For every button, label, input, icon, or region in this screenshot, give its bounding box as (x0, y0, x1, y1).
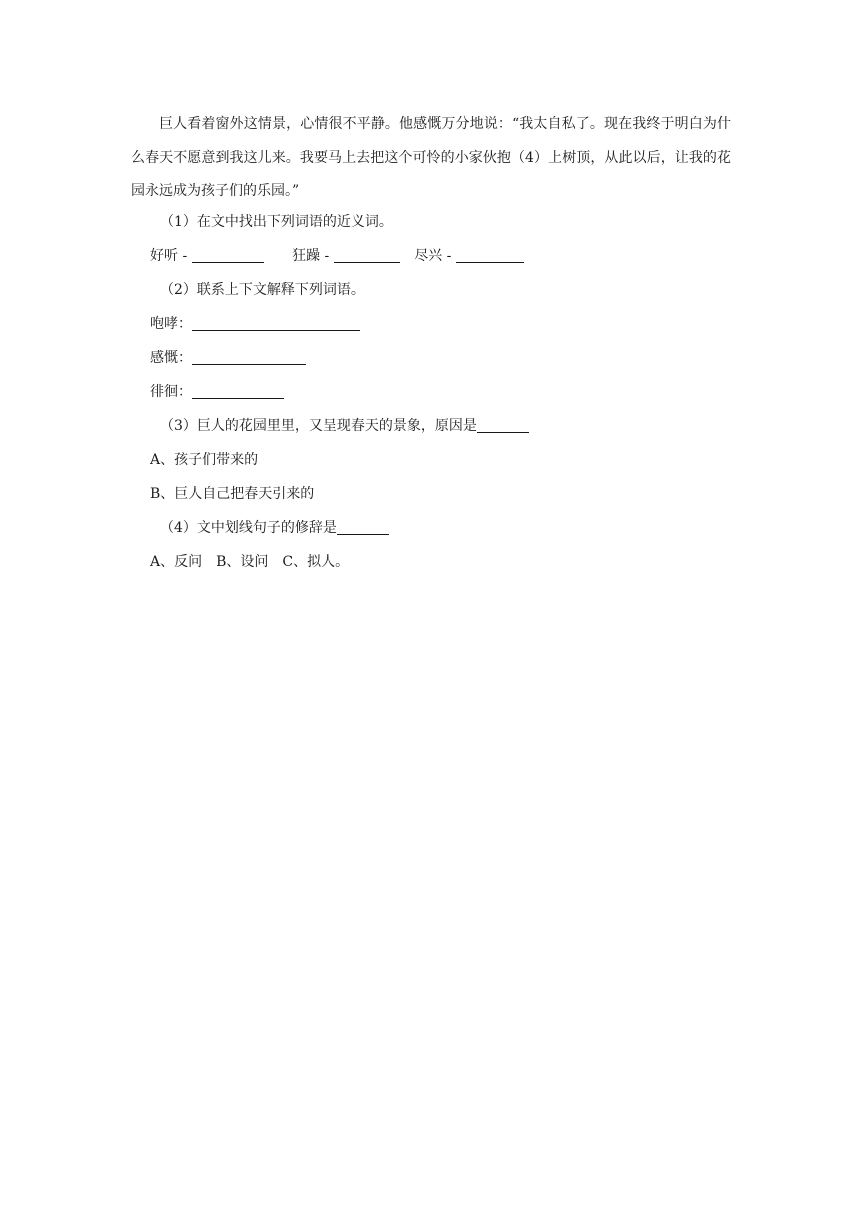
question-3-option-b: B、巨人自己把春天引来的 (150, 486, 315, 502)
question-3-option-a: A、孩子们带来的 (150, 452, 259, 468)
passage-paragraph: 巨人看着窗外这情景，心情很不平静。他感慨万分地说：“我太自私了。现在我终于明白为什么春天不愿意到我这儿来。我要马上去把这个可怜的小家伙抱（4）上树顶，从此以后，让我的花园永远成为孩子们的乐园。” (131, 116, 731, 199)
answer-blank[interactable] (456, 247, 524, 263)
answer-blank[interactable] (337, 519, 389, 535)
synonym-item: 好听 - (150, 246, 264, 266)
answer-blank[interactable] (334, 247, 400, 263)
answer-blank[interactable] (192, 315, 360, 331)
answer-blank[interactable] (192, 349, 306, 365)
answer-blank[interactable] (192, 247, 264, 263)
question-3-prompt: （3）巨人的花园里里，又呈现春天的景象，原因是 (160, 416, 529, 436)
synonym-item: 尽兴 - (414, 246, 524, 266)
question-4-prompt: （4）文中划线句子的修辞是 (160, 518, 389, 538)
synonym-item: 狂躁 - (292, 246, 400, 266)
answer-blank[interactable] (192, 383, 284, 399)
question-1-prompt: （1）在文中找出下列词语的近义词。 (160, 214, 393, 230)
question-2-item: 感慨： (150, 348, 306, 368)
question-2-prompt: （2）联系上下文解释下列词语。 (160, 282, 365, 298)
question-4-options: A、反问 B、设问 C、拟人。 (150, 554, 350, 570)
question-1-synonyms (150, 246, 524, 266)
answer-blank[interactable] (477, 417, 529, 433)
question-2-item: 咆哮： (150, 314, 360, 334)
question-2-item: 徘徊： (150, 382, 284, 402)
